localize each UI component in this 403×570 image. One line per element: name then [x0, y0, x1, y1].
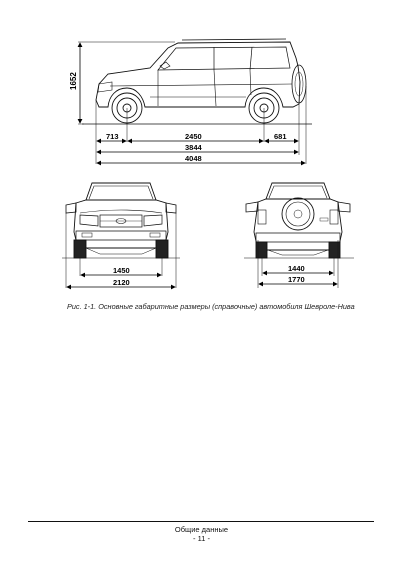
- front-overhang-label: 713: [106, 132, 119, 141]
- rear-overhang-label: 681: [274, 132, 287, 141]
- footer-section-title: Общие данные: [174, 525, 229, 534]
- front-width-label: 2120: [113, 278, 130, 287]
- height-label: 1652: [69, 72, 78, 90]
- side-view-drawing: [96, 39, 306, 123]
- rear-track-label: 1440: [288, 264, 305, 273]
- rear-width-label: 1770: [288, 275, 305, 284]
- page-number: - 11 -: [193, 534, 210, 543]
- figure-caption: Рис. 1-1. Основные габаритные размеры (справочные) автомобиля Шевроле-Нива: [67, 302, 355, 311]
- front-track-label: 1450: [113, 266, 130, 275]
- total-length-label: 4048: [185, 154, 202, 163]
- rear-view-drawing: [246, 183, 350, 258]
- wheelbase-label: 2450: [185, 132, 202, 141]
- front-view-drawing: [66, 183, 176, 258]
- footer-divider: [28, 521, 374, 522]
- body-length-label: 3844: [185, 143, 202, 152]
